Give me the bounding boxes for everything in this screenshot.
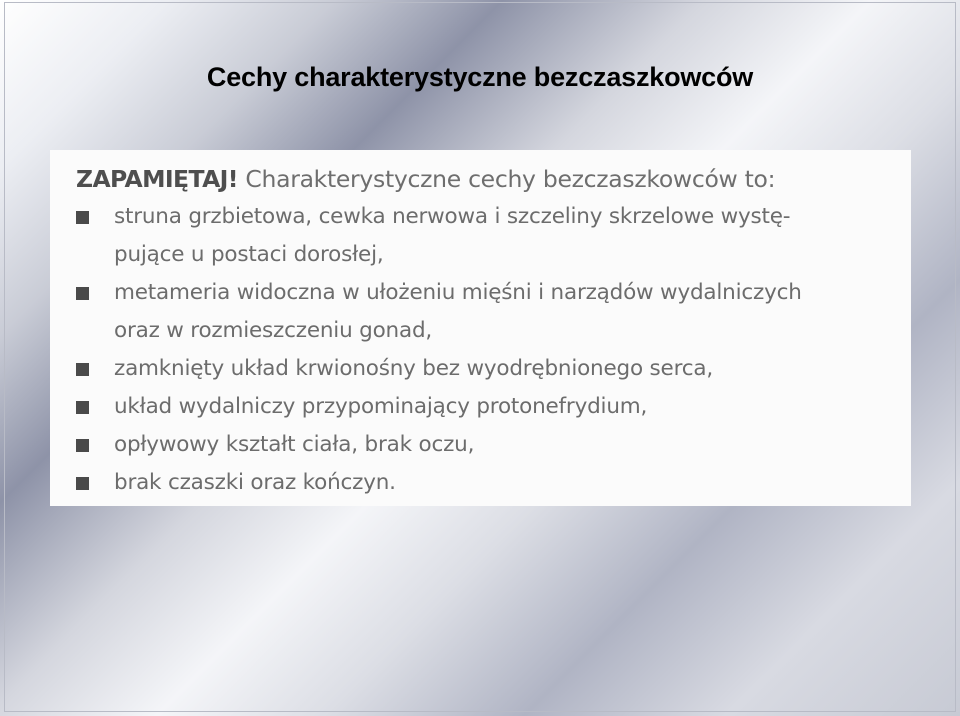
list-item: [76, 274, 891, 350]
list-item-text: metameria widoczna w ułożeniu mięśni i narządów wydalniczych: [114, 280, 802, 305]
list-item: [76, 426, 891, 464]
slide-title: Cechy charakterystyczne bezczaszkowców: [206, 62, 754, 92]
feature-list: [76, 198, 891, 502]
list-item-text: zamknięty układ krwionośny bez wyodrębnionego serca,: [114, 356, 713, 381]
list-item-text-continued: oraz w rozmieszczeniu gonad,: [114, 318, 433, 343]
list-item-text: opływowy kształt ciała, brak oczu,: [114, 432, 475, 457]
note-header: [76, 164, 891, 194]
square-bullet-icon: [76, 439, 89, 452]
square-bullet-icon: [76, 211, 89, 224]
list-item-text-continued: pujące u postaci dorosłej,: [114, 242, 384, 267]
note-label: ZAPAMIĘTAJ!: [76, 165, 238, 193]
note-intro: Charakterystyczne cechy bezczaszkowców to:: [245, 165, 776, 193]
list-item-text: układ wydalniczy przypominający protonefrydium,: [114, 394, 648, 419]
square-bullet-icon: [76, 287, 89, 300]
square-bullet-icon: [76, 401, 89, 414]
list-item-text: brak czaszki oraz kończyn.: [114, 470, 396, 495]
list-item: [76, 350, 891, 388]
list-item: [76, 464, 891, 502]
list-item: [76, 198, 891, 274]
note-box: [50, 150, 911, 506]
list-item-text: struna grzbietowa, cewka nerwowa i szczeliny skrzelowe wystę-: [114, 204, 791, 229]
square-bullet-icon: [76, 363, 89, 376]
list-item: [76, 388, 891, 426]
square-bullet-icon: [76, 477, 89, 490]
